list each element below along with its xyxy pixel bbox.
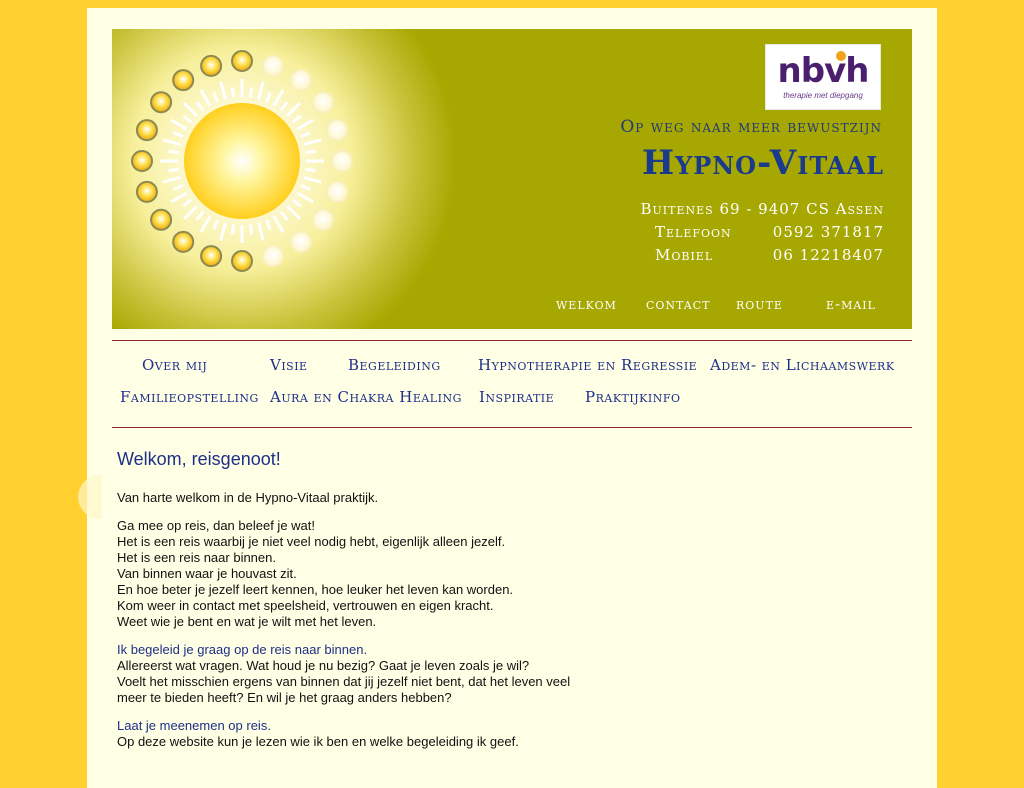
sun-orb	[263, 56, 283, 76]
sun-orb	[137, 120, 157, 140]
text-line: Weet wie je bent en wat je wilt met het leven.	[117, 614, 377, 629]
sun-orb	[132, 151, 152, 171]
sun-ray	[266, 220, 270, 229]
sun-ray	[201, 90, 210, 106]
sun-orb	[327, 182, 347, 202]
text-line: Het is een reis naar binnen.	[117, 550, 276, 565]
paragraph-journey	[117, 518, 717, 630]
sun-ray	[304, 178, 321, 183]
guidance-heading: Ik begeleid je graag op de reis naar binnen.	[117, 642, 368, 657]
sun-orb	[201, 246, 221, 266]
sun-ray	[163, 178, 180, 183]
text-line: Allereerst wat vragen. Wat houd je nu bezig? Gaat je leven zoals je wil?	[117, 658, 530, 673]
sun-ray	[197, 102, 203, 110]
text-line: En hoe beter je jezelf leert kennen, hoe leuker het leven kan worden.	[117, 582, 514, 597]
sun-ray	[293, 200, 301, 206]
text-line: Op deze website kun je lezen wie ik ben en welke begeleiding ik geef.	[117, 734, 519, 749]
text-line: meer te bieden heeft? En wil je het graag anders hebben?	[117, 690, 452, 705]
sun-ray	[183, 200, 191, 206]
sun-orb	[232, 251, 252, 271]
sun-orb	[291, 70, 311, 90]
sun-ray	[287, 103, 300, 116]
nav-praktijkinfo[interactable]: Praktijkinfo	[585, 388, 681, 406]
nav-hypnotherapie[interactable]: Hypnotherapie en Regressie	[478, 356, 698, 374]
sun-ray	[281, 212, 287, 220]
sun-ray	[169, 151, 179, 152]
phone-label: Telefoon	[655, 223, 732, 241]
sun-orb	[291, 232, 311, 252]
header-banner	[112, 29, 912, 329]
tagline: Op weg naar meer bewustzijn	[620, 117, 882, 137]
sun-ray	[305, 151, 315, 152]
sun-ray	[171, 120, 187, 129]
invite-heading: Laat je meenemen op reis.	[117, 718, 271, 733]
sun-orb	[232, 51, 252, 71]
sun-ray	[250, 224, 251, 234]
sun-orb	[327, 120, 347, 140]
sun-ray	[281, 102, 287, 110]
page-title: Welkom, reisgenoot!	[117, 449, 281, 469]
nbvh-logo[interactable]	[765, 44, 881, 110]
decorative-edge-shape	[78, 475, 102, 519]
sun-ray	[174, 185, 183, 189]
sun-ray	[232, 224, 233, 234]
sun-ray	[184, 206, 197, 219]
phone-number: 0592 371817	[772, 223, 884, 241]
link-route[interactable]: route	[736, 295, 783, 313]
sun-ray	[274, 90, 283, 106]
sun-ray	[266, 93, 270, 102]
sun-ray	[297, 120, 313, 129]
sun-orb	[137, 182, 157, 202]
text-line: Voelt het misschien ergens van binnen dat jij jezelf niet bent, dat het leven veel	[117, 674, 571, 689]
sun-ray	[305, 169, 315, 170]
main-nav	[112, 340, 912, 428]
nav-begeleiding[interactable]: Begeleiding	[348, 356, 441, 374]
sun-ray	[183, 116, 191, 122]
link-contact[interactable]: contact	[646, 295, 711, 313]
sun-ray	[221, 223, 226, 240]
text-line: Van binnen waar je houvast zit.	[117, 566, 297, 581]
sun-ray	[250, 88, 251, 98]
sun-ray	[201, 216, 210, 232]
page-container	[87, 8, 937, 788]
nav-aura-chakra[interactable]: Aura en Chakra Healing	[270, 388, 462, 406]
sun-emblem-icon	[112, 29, 372, 289]
logo-name: nbvh	[777, 51, 869, 91]
brand-title: Hypno-Vitaal	[641, 143, 884, 183]
sun-orb	[151, 92, 171, 112]
mobile-number: 06 12218407	[772, 246, 884, 264]
sun-orb	[313, 210, 333, 230]
sun-orb	[201, 56, 221, 76]
link-welkom[interactable]: welkom	[556, 295, 617, 313]
sun-ray	[221, 82, 226, 99]
sun-orb	[173, 232, 193, 252]
link-email[interactable]: e-mail	[826, 295, 876, 313]
text-line: Het is een reis waarbij je niet veel nodig hebt, eigenlijk alleen jezelf.	[117, 534, 506, 549]
sun-ray	[274, 216, 283, 232]
sun-ray	[301, 133, 310, 137]
sun-ray	[304, 140, 321, 145]
sun-ray	[232, 88, 233, 98]
sun-ray	[301, 185, 310, 189]
nav-inspiratie[interactable]: Inspiratie	[479, 388, 555, 406]
sun-ray	[171, 193, 187, 202]
sun-ray	[184, 103, 197, 116]
sun-ray	[174, 133, 183, 137]
sun-orb	[313, 92, 333, 112]
paragraph-invite	[117, 718, 717, 750]
paragraph-guidance	[117, 642, 717, 706]
sun-ray	[287, 206, 300, 219]
nav-over-mij[interactable]: Over mij	[142, 356, 208, 374]
sun-orb	[151, 210, 171, 230]
sun-orb	[263, 246, 283, 266]
sun-ray	[214, 220, 218, 229]
text-line: Ga mee op reis, dan beleef je wat!	[117, 518, 316, 533]
logo-subtitle: therapie met diepgang	[783, 91, 863, 100]
sun-ray	[163, 140, 180, 145]
sun-orb	[173, 70, 193, 90]
sun-ray	[293, 116, 301, 122]
sun-ray	[169, 169, 179, 170]
mobile-label: Mobiel	[655, 246, 714, 264]
text-line: Kom weer in contact met speelsheid, vertrouwen en eigen kracht.	[117, 598, 494, 613]
nav-familieopstelling[interactable]: Familieopstelling	[120, 388, 259, 406]
sun-ray	[214, 93, 218, 102]
address-street: Buitenes 69 - 9407 CS Assen	[640, 200, 884, 218]
sun-ray	[197, 212, 203, 220]
sun-ray	[259, 223, 264, 240]
nav-visie[interactable]: Visie	[270, 356, 308, 374]
sun-ray	[297, 193, 313, 202]
sun-ray	[259, 82, 264, 99]
main-content	[117, 449, 717, 762]
sun-orb	[332, 151, 352, 171]
intro-paragraph: Van harte welkom in de Hypno-Vitaal praktijk.	[117, 490, 379, 505]
nav-adem-lichaamswerk[interactable]: Adem- en Lichaamswerk	[710, 356, 895, 374]
